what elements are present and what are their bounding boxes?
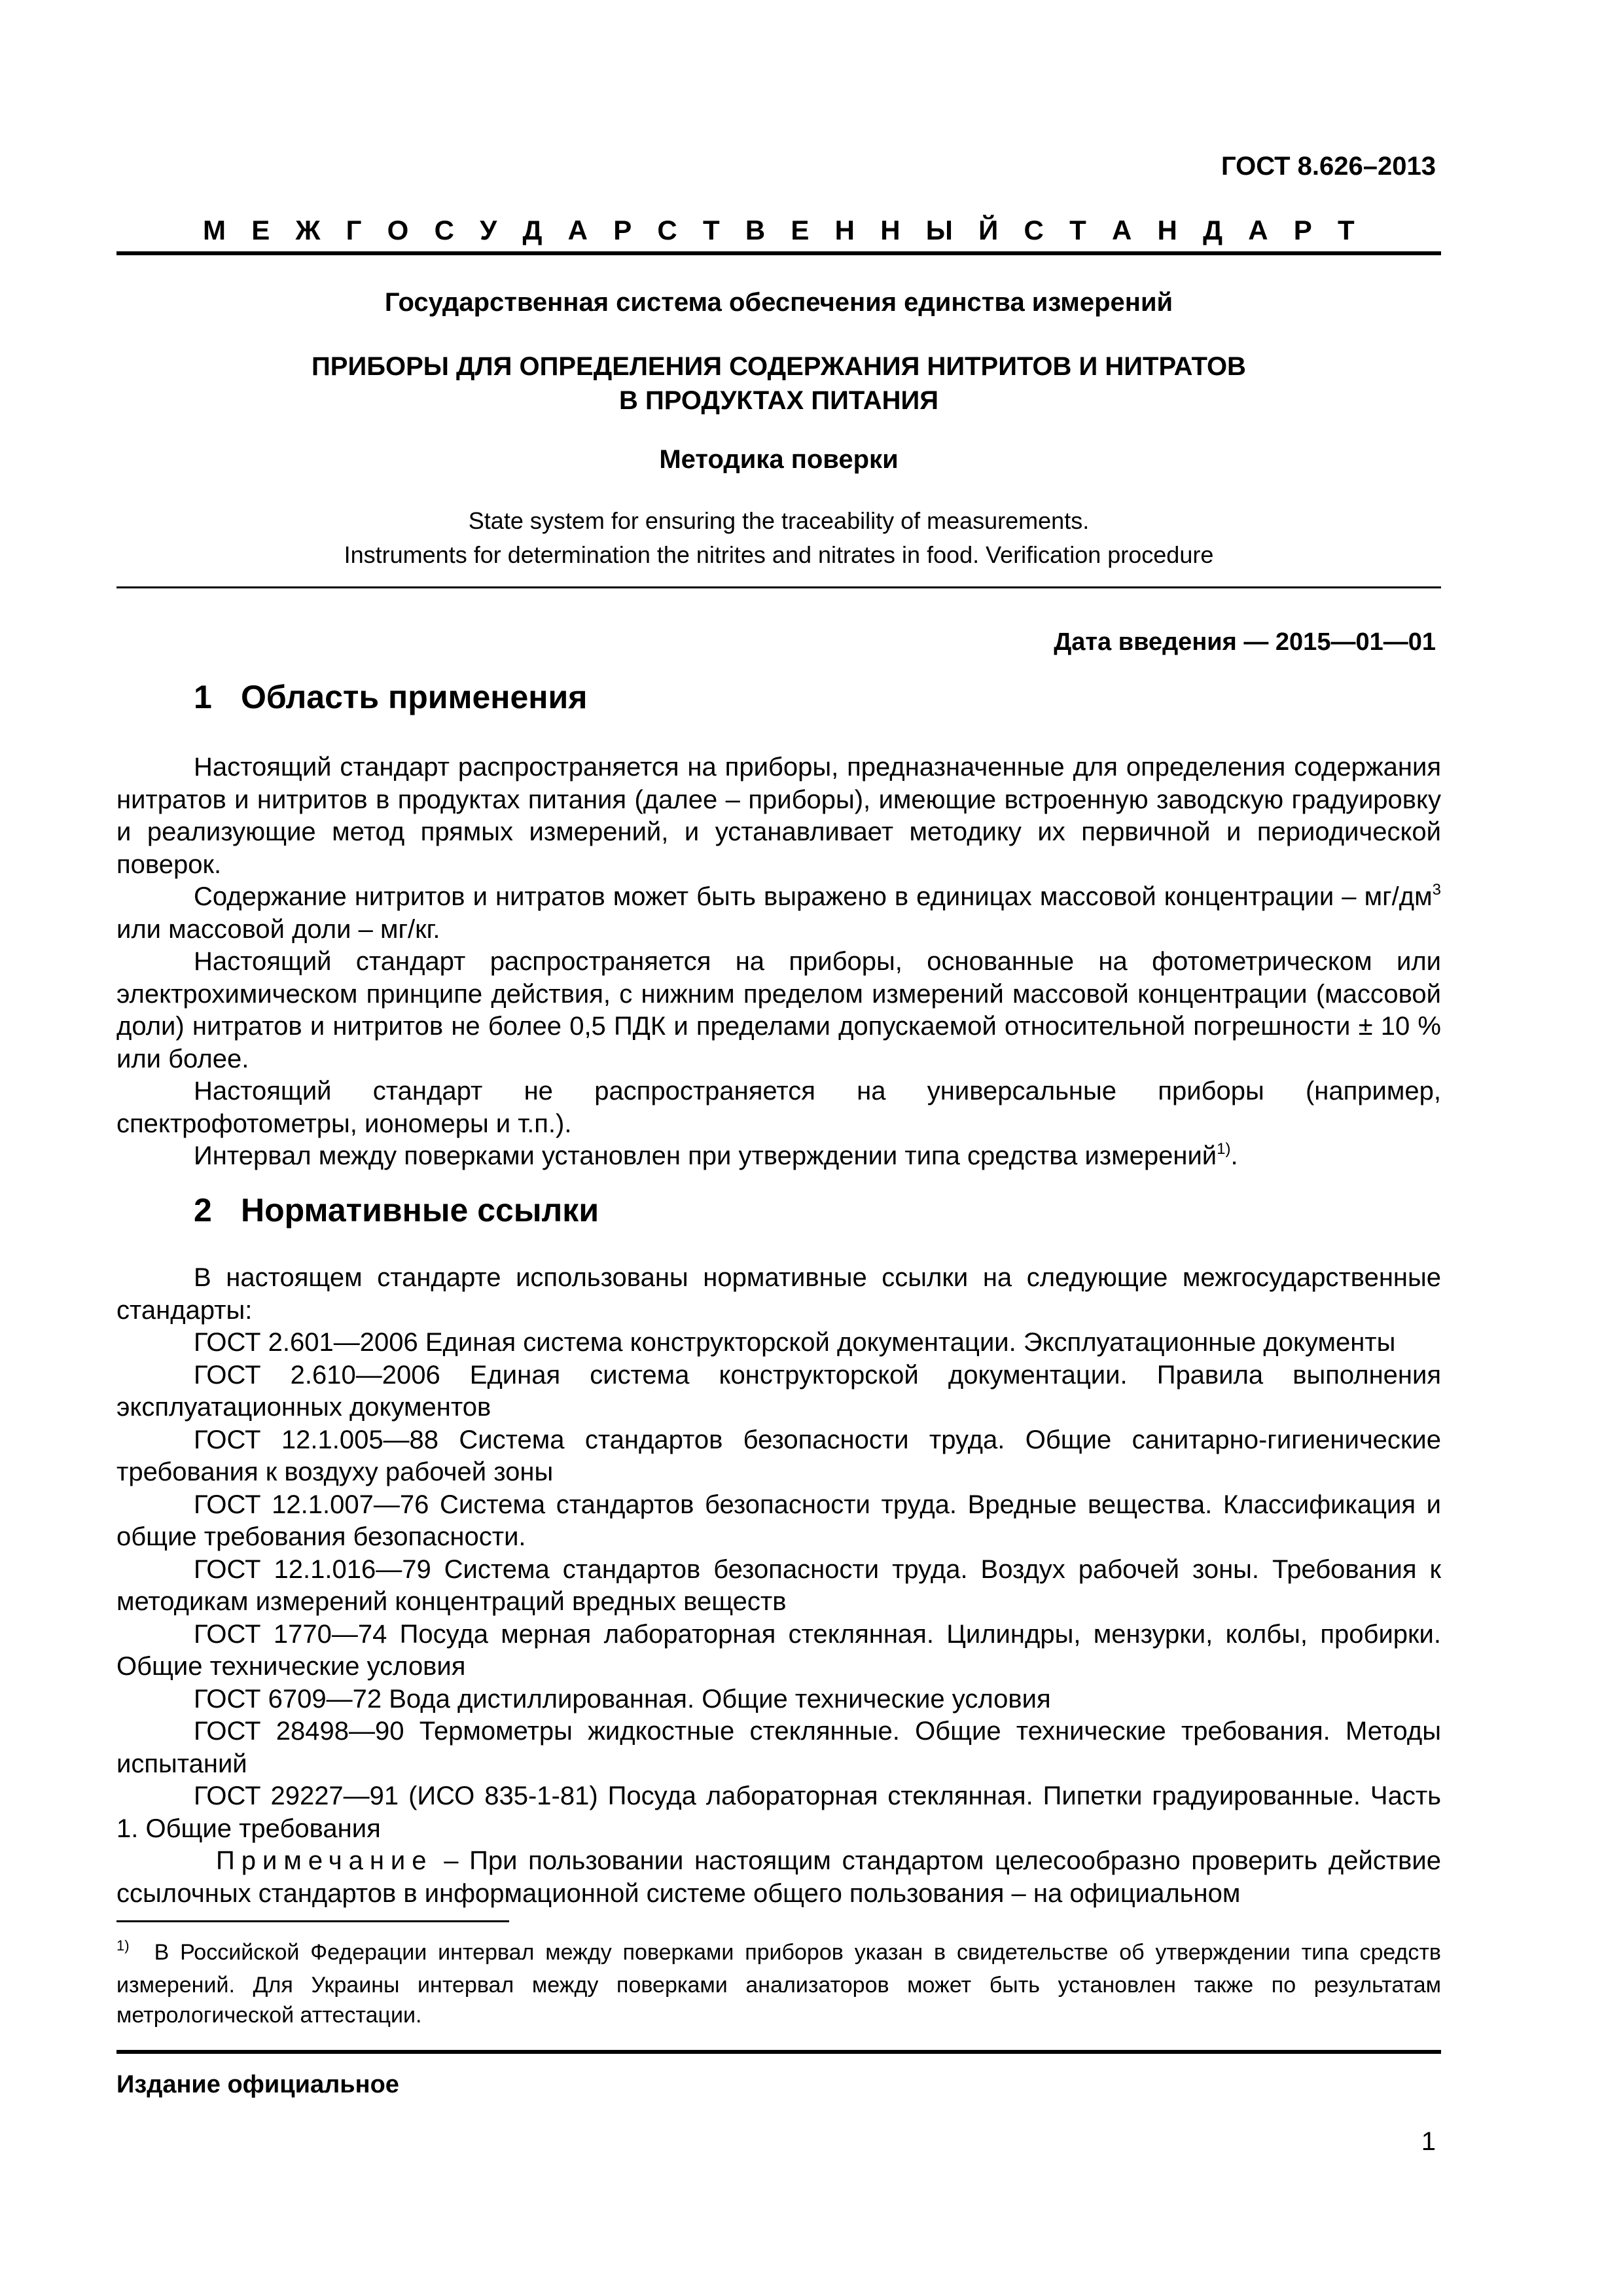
english-title <box>116 504 1441 572</box>
heading-letter: Р <box>1293 215 1312 245</box>
paragraph-text: . <box>1230 1141 1238 1170</box>
system-title: Государственная система обеспечения единства измерений <box>384 288 1173 317</box>
english-title-line-1: State system for ensuring the traceability of measurements. <box>468 507 1090 534</box>
heading-letter: С <box>1024 215 1044 245</box>
footnote-ref: 1) <box>1217 1139 1231 1158</box>
heading-letter: О <box>387 215 409 245</box>
heading-letter: А <box>567 215 588 245</box>
document-title-line-2: В ПРОДУКТАХ ПИТАНИЯ <box>618 386 939 415</box>
heading-letter: С <box>434 215 454 245</box>
reference-item: ГОСТ 12.1.005—88 Система стандартов безопасности труда. Общие санитарно-гигиенические требования к воздуху рабочей зоны <box>116 1425 1441 1486</box>
header-rule <box>116 251 1441 255</box>
paragraph-text: или массовой доли – мг/кг. <box>116 914 440 944</box>
heading-letter: Е <box>791 215 810 245</box>
superscript: 3 <box>1432 880 1441 899</box>
footnote <box>116 1937 1441 2030</box>
heading-letter: Ы <box>925 215 953 245</box>
section-2-number: 2 <box>194 1192 212 1229</box>
heading-letter: В <box>745 215 766 245</box>
reference-item: ГОСТ 28498—90 Термометры жидкостные стеклянные. Общие технические требования. Методы испытаний <box>116 1717 1441 1778</box>
heading-letter: Р <box>613 215 632 245</box>
heading-letter: Т <box>1338 215 1355 245</box>
section-1-title: Область применения <box>241 679 588 715</box>
heading-letter: Й <box>978 215 999 245</box>
official-edition-label: Издание официальное <box>116 2071 399 2098</box>
section-1-paragraph <box>116 1140 1441 1173</box>
heading-letter: Т <box>1069 215 1086 245</box>
heading-letter: Н <box>880 215 901 245</box>
heading-letter: А <box>1248 215 1268 245</box>
section-2-intro: В настоящем стандарте использованы нормативные ссылки на следующие межгосударственные стандарты: <box>116 1263 1441 1325</box>
reference-item: ГОСТ 2.610—2006 Единая система конструкторской документации. Правила выполнения эксплуатационных документов <box>116 1360 1441 1422</box>
section-2-body <box>116 1262 1441 1910</box>
heading-letter: С <box>657 215 677 245</box>
section-1-paragraph: Настоящий стандарт распространяется на приборы, основанные на фотометрическом или электрохимическом принципе действия, с нижним пределом измерений массовой концентрации (массовой доли) нитратов и нитритов не более 0,5 ПДК и пределами допускаемой относительной погрешности ± 10 % или более. <box>116 947 1441 1073</box>
section-1-paragraph <box>116 881 1441 946</box>
footer-rule <box>116 2050 1441 2054</box>
document-title-line-1: ПРИБОРЫ ДЛЯ ОПРЕДЕЛЕНИЯ СОДЕРЖАНИЯ НИТРИТОВ И НИТРАТОВ <box>312 352 1246 381</box>
heading-letter: Т <box>702 215 720 245</box>
heading-letter: У <box>480 215 497 245</box>
reference-item: ГОСТ 12.1.007—76 Система стандартов безопасности труда. Вредные вещества. Классификация и общие требования безопасности. <box>116 1490 1441 1551</box>
heading-letter: Ж <box>295 215 321 245</box>
heading-letter: Г <box>346 215 362 245</box>
page-number: 1 <box>1421 2127 1436 2156</box>
section-1-heading <box>194 678 587 716</box>
footnote-separator <box>116 1920 509 1922</box>
reference-item: ГОСТ 29227—91 (ИСО 835-1-81) Посуда лабораторная стеклянная. Пипетки градуированные. Часть 1. Общие требования <box>116 1782 1441 1843</box>
section-1-body <box>116 751 1441 1173</box>
references-list <box>116 1327 1441 1845</box>
paragraph-text: Интервал между поверками установлен при утверждении типа средства измерений <box>194 1141 1217 1170</box>
title-rule <box>116 586 1441 588</box>
heading-letter: М <box>203 215 226 245</box>
standard-code: ГОСТ 8.626–2013 <box>1221 152 1436 181</box>
method-subtitle: Методика поверки <box>659 445 899 474</box>
section-1-number: 1 <box>194 679 212 715</box>
paragraph-text: Содержание нитритов и нитратов может быть выражено в единицах массовой концентрации – мг/дм <box>194 882 1433 911</box>
section-1-paragraph: Настоящий стандарт не распространяется на универсальные приборы (например, спектрофотометры, иономеры и т.п.). <box>116 1077 1441 1138</box>
interstate-standard-heading <box>116 215 1441 246</box>
introduction-date: Дата введения — 2015—01—01 <box>1054 628 1436 656</box>
heading-letter: А <box>1111 215 1132 245</box>
heading-letter: Н <box>834 215 855 245</box>
note-paragraph <box>116 1845 1441 1910</box>
reference-item: ГОСТ 6709—72 Вода дистиллированная. Общие технические условия <box>194 1684 1051 1713</box>
footnote-mark: 1) <box>116 1937 130 1954</box>
english-title-line-2: Instruments for determination the nitrites and nitrates in food. Verification procedure <box>344 541 1214 568</box>
section-1-paragraph: Настоящий стандарт распространяется на приборы, предназначенные для определения содержания нитратов и нитритов в продуктах питания (далее – приборы), имеющие встроенную заводскую градуировку и реализующие метод прямых измерений, и устанавливает методику их первичной и периодической поверок. <box>116 753 1441 879</box>
heading-letter: Д <box>522 215 543 245</box>
note-label: Примечание <box>216 1846 433 1875</box>
heading-letter: Д <box>1203 215 1223 245</box>
reference-item: ГОСТ 1770—74 Посуда мерная лабораторная стеклянная. Цилиндры, мензурки, колбы, пробирки. Общие технические условия <box>116 1619 1441 1681</box>
section-2-title: Нормативные ссылки <box>241 1192 599 1229</box>
section-2-heading <box>194 1191 599 1229</box>
document-title <box>116 350 1441 418</box>
heading-letter: Н <box>1157 215 1177 245</box>
reference-item: ГОСТ 2.601—2006 Единая система конструкторской документации. Эксплуатационные документы <box>194 1328 1396 1357</box>
footnote-text: В Российской Федерации интервал между поверками приборов указан в свидетельстве об утверждении типа средств измерений. Для Украины интервал между поверками анализаторов может быть установлен также по результатам метрологической аттестации. <box>116 1940 1441 2028</box>
note-text: – При пользовании настоящим стандартом целесообразно проверить действие ссылочных стандартов в информационной системе общего пользования – на официальном <box>116 1846 1441 1908</box>
reference-item: ГОСТ 12.1.016—79 Система стандартов безопасности труда. Воздух рабочей зоны. Требования к методикам измерений концентраций вредных веществ <box>116 1554 1441 1616</box>
heading-letter: Е <box>251 215 270 245</box>
